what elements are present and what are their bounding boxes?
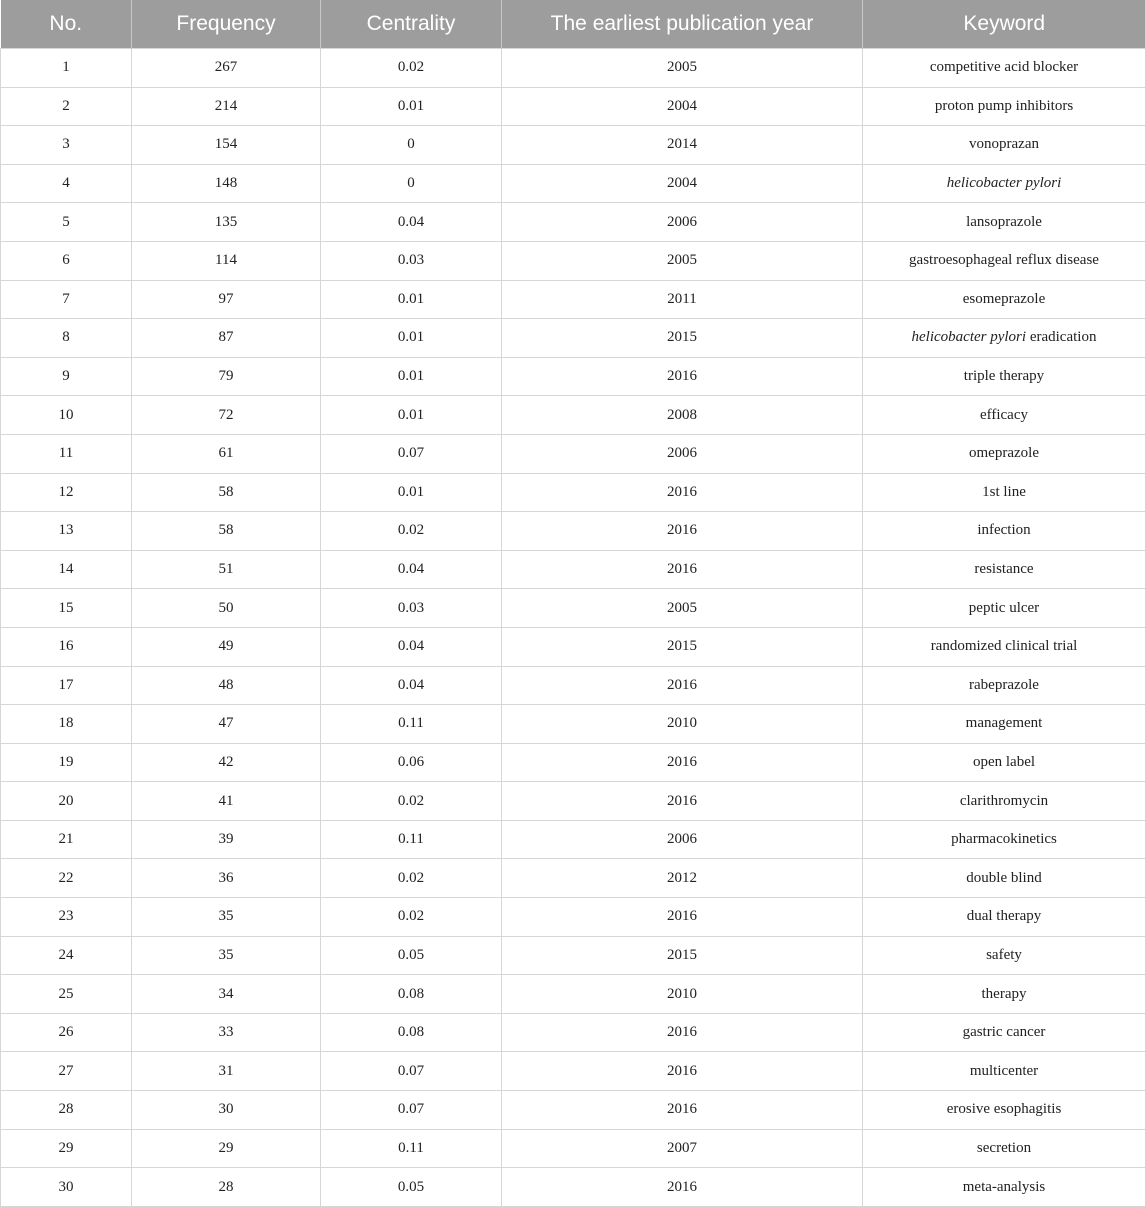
- cell-keyword: [863, 512, 1145, 551]
- cell-no: 7: [1, 280, 132, 319]
- cell-no: 24: [1, 936, 132, 975]
- keyword-text: eradication: [1026, 329, 1096, 345]
- cell-keyword: [863, 280, 1145, 319]
- cell-frequency: 30: [132, 1091, 321, 1130]
- table-row: [1, 87, 1145, 126]
- cell-no: 5: [1, 203, 132, 242]
- table-row: [1, 241, 1145, 280]
- cell-frequency: 29: [132, 1129, 321, 1168]
- cell-keyword: [863, 975, 1145, 1014]
- table-row: [1, 280, 1145, 319]
- keyword-text: gastroesophageal reflux disease: [909, 252, 1099, 268]
- cell-no: 18: [1, 705, 132, 744]
- cell-frequency: 87: [132, 319, 321, 358]
- header-frequency: Frequency: [132, 0, 321, 49]
- cell-frequency: 35: [132, 936, 321, 975]
- cell-no: 26: [1, 1013, 132, 1052]
- cell-keyword: [863, 396, 1145, 435]
- cell-centrality: 0.01: [321, 357, 502, 396]
- table-row: [1, 705, 1145, 744]
- cell-year: 2006: [502, 434, 863, 473]
- table-row: [1, 357, 1145, 396]
- cell-year: 2016: [502, 473, 863, 512]
- cell-no: 23: [1, 898, 132, 937]
- cell-year: 2014: [502, 126, 863, 165]
- cell-no: 8: [1, 319, 132, 358]
- table-row: [1, 936, 1145, 975]
- table-row: [1, 319, 1145, 358]
- keyword-text: clarithromycin: [960, 793, 1048, 809]
- keyword-text: competitive acid blocker: [930, 59, 1078, 75]
- cell-keyword: [863, 49, 1145, 88]
- table-header: [1, 0, 1145, 49]
- cell-year: 2004: [502, 87, 863, 126]
- cell-year: 2010: [502, 705, 863, 744]
- cell-frequency: 39: [132, 820, 321, 859]
- keyword-italic-part: helicobacter pylori: [912, 329, 1027, 345]
- cell-no: 14: [1, 550, 132, 589]
- cell-keyword: [863, 241, 1145, 280]
- cell-keyword: [863, 859, 1145, 898]
- cell-frequency: 97: [132, 280, 321, 319]
- cell-keyword: [863, 782, 1145, 821]
- cell-frequency: 58: [132, 512, 321, 551]
- cell-no: 27: [1, 1052, 132, 1091]
- cell-keyword: [863, 1052, 1145, 1091]
- cell-centrality: 0.08: [321, 1013, 502, 1052]
- table-row: [1, 1052, 1145, 1091]
- cell-centrality: 0.02: [321, 859, 502, 898]
- table-row: [1, 1129, 1145, 1168]
- cell-keyword: [863, 705, 1145, 744]
- cell-year: 2006: [502, 820, 863, 859]
- keyword-text: efficacy: [980, 407, 1028, 423]
- table-row: [1, 434, 1145, 473]
- keyword-text: safety: [986, 947, 1022, 963]
- cell-centrality: 0.02: [321, 512, 502, 551]
- cell-no: 1: [1, 49, 132, 88]
- keyword-text: double blind: [966, 870, 1041, 886]
- keyword-text: dual therapy: [967, 908, 1042, 924]
- cell-frequency: 49: [132, 627, 321, 666]
- cell-year: 2016: [502, 1013, 863, 1052]
- cell-year: 2016: [502, 1091, 863, 1130]
- cell-keyword: [863, 434, 1145, 473]
- cell-centrality: 0.07: [321, 1052, 502, 1091]
- cell-year: 2016: [502, 1052, 863, 1091]
- cell-frequency: 154: [132, 126, 321, 165]
- cell-no: 12: [1, 473, 132, 512]
- cell-no: 21: [1, 820, 132, 859]
- cell-frequency: 34: [132, 975, 321, 1014]
- cell-centrality: 0: [321, 164, 502, 203]
- cell-year: 2016: [502, 898, 863, 937]
- cell-frequency: 148: [132, 164, 321, 203]
- keyword-text: peptic ulcer: [969, 600, 1039, 616]
- cell-no: 15: [1, 589, 132, 628]
- cell-centrality: 0.03: [321, 241, 502, 280]
- keyword-text: secretion: [977, 1140, 1031, 1156]
- table-row: [1, 49, 1145, 88]
- table-row: [1, 473, 1145, 512]
- cell-centrality: 0.05: [321, 1168, 502, 1207]
- cell-centrality: 0.11: [321, 820, 502, 859]
- cell-no: 13: [1, 512, 132, 551]
- cell-frequency: 79: [132, 357, 321, 396]
- cell-centrality: 0.04: [321, 203, 502, 242]
- cell-centrality: 0.03: [321, 589, 502, 628]
- cell-year: 2006: [502, 203, 863, 242]
- cell-centrality: 0.01: [321, 319, 502, 358]
- cell-year: 2008: [502, 396, 863, 435]
- table-row: [1, 512, 1145, 551]
- cell-no: 22: [1, 859, 132, 898]
- keyword-text: pharmacokinetics: [951, 831, 1057, 847]
- cell-year: 2016: [502, 1168, 863, 1207]
- keyword-text: gastric cancer: [963, 1024, 1046, 1040]
- cell-centrality: 0.06: [321, 743, 502, 782]
- cell-keyword: [863, 203, 1145, 242]
- cell-centrality: 0.11: [321, 1129, 502, 1168]
- keyword-text: erosive esophagitis: [947, 1101, 1062, 1117]
- cell-keyword: [863, 898, 1145, 937]
- keyword-text: proton pump inhibitors: [935, 98, 1073, 114]
- cell-centrality: 0.07: [321, 1091, 502, 1130]
- header-no: No.: [1, 0, 132, 49]
- cell-centrality: 0.02: [321, 782, 502, 821]
- cell-year: 2007: [502, 1129, 863, 1168]
- cell-keyword: [863, 936, 1145, 975]
- cell-keyword: [863, 743, 1145, 782]
- cell-frequency: 48: [132, 666, 321, 705]
- keyword-text: multicenter: [970, 1063, 1038, 1079]
- keyword-text: meta-analysis: [963, 1179, 1045, 1195]
- cell-year: 2005: [502, 49, 863, 88]
- cell-no: 30: [1, 1168, 132, 1207]
- table-row: [1, 164, 1145, 203]
- cell-keyword: [863, 1168, 1145, 1207]
- cell-keyword: [863, 550, 1145, 589]
- cell-centrality: 0.01: [321, 280, 502, 319]
- cell-frequency: 36: [132, 859, 321, 898]
- cell-year: 2012: [502, 859, 863, 898]
- keyword-text: rabeprazole: [969, 677, 1039, 693]
- cell-centrality: 0.04: [321, 666, 502, 705]
- cell-year: 2016: [502, 782, 863, 821]
- table-row: [1, 782, 1145, 821]
- cell-centrality: 0.01: [321, 473, 502, 512]
- cell-no: 17: [1, 666, 132, 705]
- table-row: [1, 203, 1145, 242]
- header-keyword: Keyword: [863, 0, 1145, 49]
- cell-frequency: 58: [132, 473, 321, 512]
- cell-no: 20: [1, 782, 132, 821]
- cell-no: 10: [1, 396, 132, 435]
- cell-year: 2011: [502, 280, 863, 319]
- keyword-text: 1st line: [982, 484, 1026, 500]
- cell-frequency: 50: [132, 589, 321, 628]
- cell-centrality: 0: [321, 126, 502, 165]
- cell-year: 2016: [502, 550, 863, 589]
- cell-no: 11: [1, 434, 132, 473]
- cell-frequency: 114: [132, 241, 321, 280]
- cell-year: 2016: [502, 743, 863, 782]
- table-row: [1, 898, 1145, 937]
- keyword-text: vonoprazan: [969, 136, 1039, 152]
- keyword-text: management: [966, 715, 1043, 731]
- cell-keyword: [863, 1091, 1145, 1130]
- table-row: [1, 589, 1145, 628]
- table-row: [1, 820, 1145, 859]
- cell-centrality: 0.01: [321, 396, 502, 435]
- cell-frequency: 31: [132, 1052, 321, 1091]
- cell-no: 29: [1, 1129, 132, 1168]
- cell-keyword: [863, 1013, 1145, 1052]
- cell-keyword: [863, 473, 1145, 512]
- cell-frequency: 61: [132, 434, 321, 473]
- cell-centrality: 0.01: [321, 87, 502, 126]
- header-row: [1, 0, 1145, 49]
- cell-centrality: 0.02: [321, 49, 502, 88]
- table-row: [1, 1013, 1145, 1052]
- cell-year: 2004: [502, 164, 863, 203]
- cell-year: 2016: [502, 357, 863, 396]
- table-row: [1, 743, 1145, 782]
- cell-frequency: 41: [132, 782, 321, 821]
- cell-frequency: 42: [132, 743, 321, 782]
- cell-centrality: 0.08: [321, 975, 502, 1014]
- keyword-text: esomeprazole: [963, 291, 1045, 307]
- cell-keyword: [863, 1129, 1145, 1168]
- cell-no: 9: [1, 357, 132, 396]
- cell-keyword: [863, 319, 1145, 358]
- cell-frequency: 135: [132, 203, 321, 242]
- cell-frequency: 47: [132, 705, 321, 744]
- cell-keyword: [863, 666, 1145, 705]
- keyword-text: resistance: [974, 561, 1033, 577]
- cell-year: 2015: [502, 627, 863, 666]
- table-row: [1, 396, 1145, 435]
- cell-year: 2016: [502, 512, 863, 551]
- table-body: [1, 49, 1145, 1207]
- cell-frequency: 35: [132, 898, 321, 937]
- cell-keyword: [863, 357, 1145, 396]
- cell-centrality: 0.05: [321, 936, 502, 975]
- cell-frequency: 72: [132, 396, 321, 435]
- cell-centrality: 0.04: [321, 550, 502, 589]
- table-row: [1, 859, 1145, 898]
- table-row: [1, 1168, 1145, 1207]
- cell-keyword: [863, 820, 1145, 859]
- keyword-italic-part: helicobacter pylori: [947, 175, 1062, 191]
- cell-centrality: 0.07: [321, 434, 502, 473]
- cell-frequency: 28: [132, 1168, 321, 1207]
- cell-year: 2015: [502, 319, 863, 358]
- cell-year: 2010: [502, 975, 863, 1014]
- cell-no: 2: [1, 87, 132, 126]
- keyword-text: open label: [973, 754, 1035, 770]
- keyword-text: lansoprazole: [966, 214, 1042, 230]
- cell-keyword: [863, 164, 1145, 203]
- keyword-text: triple therapy: [964, 368, 1044, 384]
- table-row: [1, 666, 1145, 705]
- cell-keyword: [863, 589, 1145, 628]
- cell-no: 4: [1, 164, 132, 203]
- table-row: [1, 1091, 1145, 1130]
- table-row: [1, 627, 1145, 666]
- cell-frequency: 33: [132, 1013, 321, 1052]
- header-centrality: Centrality: [321, 0, 502, 49]
- cell-year: 2016: [502, 666, 863, 705]
- cell-frequency: 51: [132, 550, 321, 589]
- cell-no: 19: [1, 743, 132, 782]
- cell-year: 2005: [502, 589, 863, 628]
- cell-frequency: 214: [132, 87, 321, 126]
- keyword-text: randomized clinical trial: [931, 638, 1078, 654]
- cell-no: 3: [1, 126, 132, 165]
- keyword-text: therapy: [982, 986, 1027, 1002]
- cell-year: 2015: [502, 936, 863, 975]
- table-row: [1, 975, 1145, 1014]
- cell-no: 6: [1, 241, 132, 280]
- cell-no: 25: [1, 975, 132, 1014]
- keyword-text: omeprazole: [969, 445, 1039, 461]
- cell-centrality: 0.02: [321, 898, 502, 937]
- cell-keyword: [863, 627, 1145, 666]
- cell-keyword: [863, 87, 1145, 126]
- header-earliest-year: The earliest publication year: [502, 0, 863, 49]
- cell-keyword: [863, 126, 1145, 165]
- cell-centrality: 0.11: [321, 705, 502, 744]
- table-row: [1, 550, 1145, 589]
- cell-frequency: 267: [132, 49, 321, 88]
- cell-year: 2005: [502, 241, 863, 280]
- table-row: [1, 126, 1145, 165]
- cell-no: 16: [1, 627, 132, 666]
- cell-no: 28: [1, 1091, 132, 1130]
- cell-centrality: 0.04: [321, 627, 502, 666]
- keyword-text: infection: [977, 522, 1030, 538]
